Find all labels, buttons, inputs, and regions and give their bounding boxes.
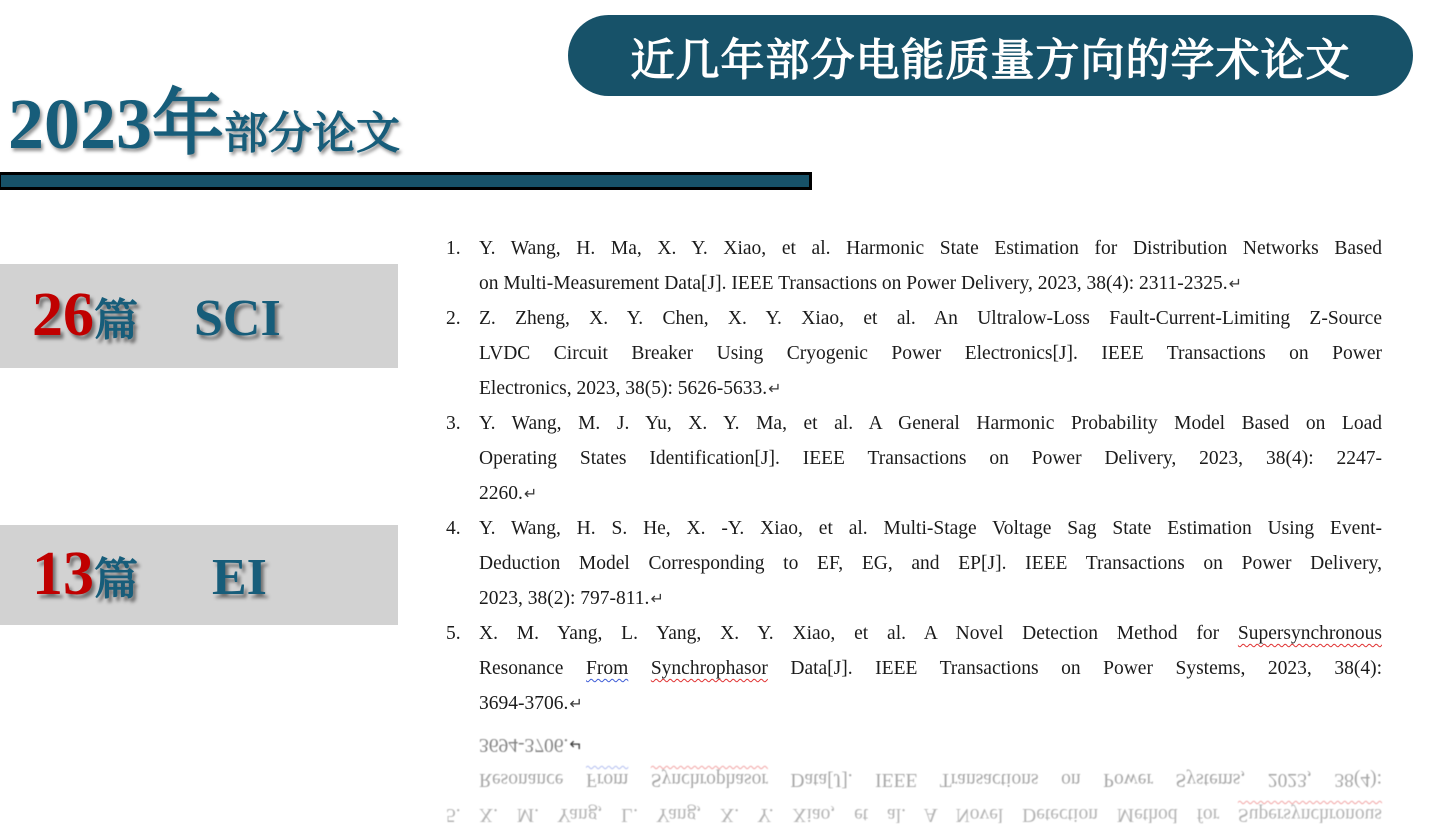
reference-text: X. M. Yang, L. Yang, X. Y. Xiao, et al. A Novel Detection Method for (479, 804, 1238, 825)
paragraph-mark: ↵ (523, 484, 538, 503)
paragraph-mark: ↵ (650, 589, 664, 608)
reflection-item (446, 727, 1382, 762)
reference-text: on Multi-Measurement Data[J]. IEEE Transactions on Power Delivery, 2023, 38(4): 2311-2325. (479, 273, 1228, 294)
reflection-line (446, 797, 1382, 832)
reference-number: 3. (446, 413, 461, 434)
reference-line (446, 336, 1382, 371)
reference-line (446, 406, 1382, 441)
reference-text (628, 658, 651, 679)
reference-item (446, 231, 1382, 301)
reference-text: Data[J]. IEEE Transactions on Power Systems, 2023, 38(4): (767, 769, 1383, 790)
reference-line (446, 371, 1382, 406)
stat-unit-ei: 篇 (94, 555, 138, 604)
title-year: 2023年 (8, 84, 225, 164)
paragraph-mark: ↵ (569, 694, 583, 713)
reference-text: 3694-3706. (479, 734, 569, 755)
reference-item (446, 616, 1382, 721)
reference-line (446, 581, 1382, 616)
reflection-reference-number: 5. (446, 804, 461, 825)
text-reflection (446, 727, 1382, 832)
reference-number: 2. (446, 308, 461, 329)
stat-label-ei: EI (212, 549, 267, 606)
reference-line (446, 231, 1382, 266)
banner (568, 15, 1413, 96)
reflection-line (446, 762, 1382, 797)
reference-text: 2023, 38(2): 797-811. (479, 588, 650, 609)
reference-item (446, 301, 1382, 406)
reference-item (446, 511, 1382, 616)
reference-line (446, 546, 1382, 581)
paragraph-mark: ↵ (1228, 274, 1243, 293)
reflection-line (446, 727, 1382, 762)
reference-text: Data[J]. IEEE Transactions on Power Systems, 2023, 38(4): (767, 658, 1383, 679)
reference-text: Y. Wang, H. S. He, X. -Y. Xiao, et al. Multi-Stage Voltage Sag State Estimation Using Event- (479, 518, 1382, 539)
reference-text: Y. Wang, H. Ma, X. Y. Xiao, et al. Harmonic State Estimation for Distribution Networks Based (479, 238, 1382, 259)
reference-number: 4. (446, 518, 461, 539)
reference-number: 5. (446, 623, 461, 644)
reference-text: X. M. Yang, L. Yang, X. Y. Xiao, et al. A Novel Detection Method for (479, 623, 1238, 644)
reference-text: Deduction Model Corresponding to EF, EG, and EP[J]. IEEE Transactions on Power Delivery, (479, 553, 1382, 574)
stat-unit-sci: 篇 (94, 296, 138, 345)
reference-text: 2260. (479, 483, 523, 504)
divider-bar (0, 172, 812, 190)
page-title (8, 84, 400, 164)
spellcheck-red-word: Synchrophasor (650, 769, 768, 790)
reference-line (446, 301, 1382, 336)
reference-line (446, 511, 1382, 546)
title-suffix: 部分论文 (224, 109, 401, 158)
reflection-item (446, 762, 1382, 797)
reference-line (446, 476, 1382, 511)
paragraph-mark: ↵ (768, 379, 782, 398)
reference-item (446, 406, 1382, 511)
paragraph-mark: ↵ (569, 735, 583, 754)
stat-card-sci (0, 264, 398, 368)
reference-text: Resonance (479, 769, 587, 790)
banner-label: 近几年部分电能质量方向的学术论文 (630, 35, 1351, 85)
stat-card-ei (0, 525, 398, 625)
reference-text (628, 769, 651, 790)
reference-line (446, 441, 1382, 476)
reference-line (446, 651, 1382, 686)
reference-text: LVDC Circuit Breaker Using Cryogenic Power Electronics[J]. IEEE Transactions on Power (479, 343, 1382, 364)
spellcheck-blue-word: From (586, 769, 629, 790)
references-list (446, 231, 1382, 721)
reference-text: Electronics, 2023, 38(5): 5626-5633. (479, 378, 768, 399)
stat-count-ei: 13 (32, 540, 94, 608)
stat-count-sci: 26 (32, 281, 94, 349)
reflection-item (446, 797, 1382, 832)
spellcheck-blue-word: From (586, 658, 629, 679)
spellcheck-red-word: Synchrophasor (650, 658, 768, 679)
spellcheck-red-word: Supersynchronous (1237, 623, 1382, 644)
reference-text: Y. Wang, M. J. Yu, X. Y. Ma, et al. A General Harmonic Probability Model Based on Load (479, 413, 1382, 434)
reference-text: Operating States Identification[J]. IEEE Transactions on Power Delivery, 2023, 38(4): 2247- (479, 448, 1382, 469)
reference-text: 3694-3706. (479, 693, 569, 714)
reference-text: Z. Zheng, X. Y. Chen, X. Y. Xiao, et al. An Ultralow-Loss Fault-Current-Limiting Z-Source (479, 308, 1382, 329)
reference-line (446, 686, 1382, 721)
reference-line (446, 266, 1382, 301)
spellcheck-red-word: Supersynchronous (1237, 804, 1382, 825)
stat-label-sci: SCI (194, 290, 281, 347)
reference-number: 1. (446, 238, 461, 259)
reference-text: Resonance (479, 658, 587, 679)
reference-line (446, 616, 1382, 651)
